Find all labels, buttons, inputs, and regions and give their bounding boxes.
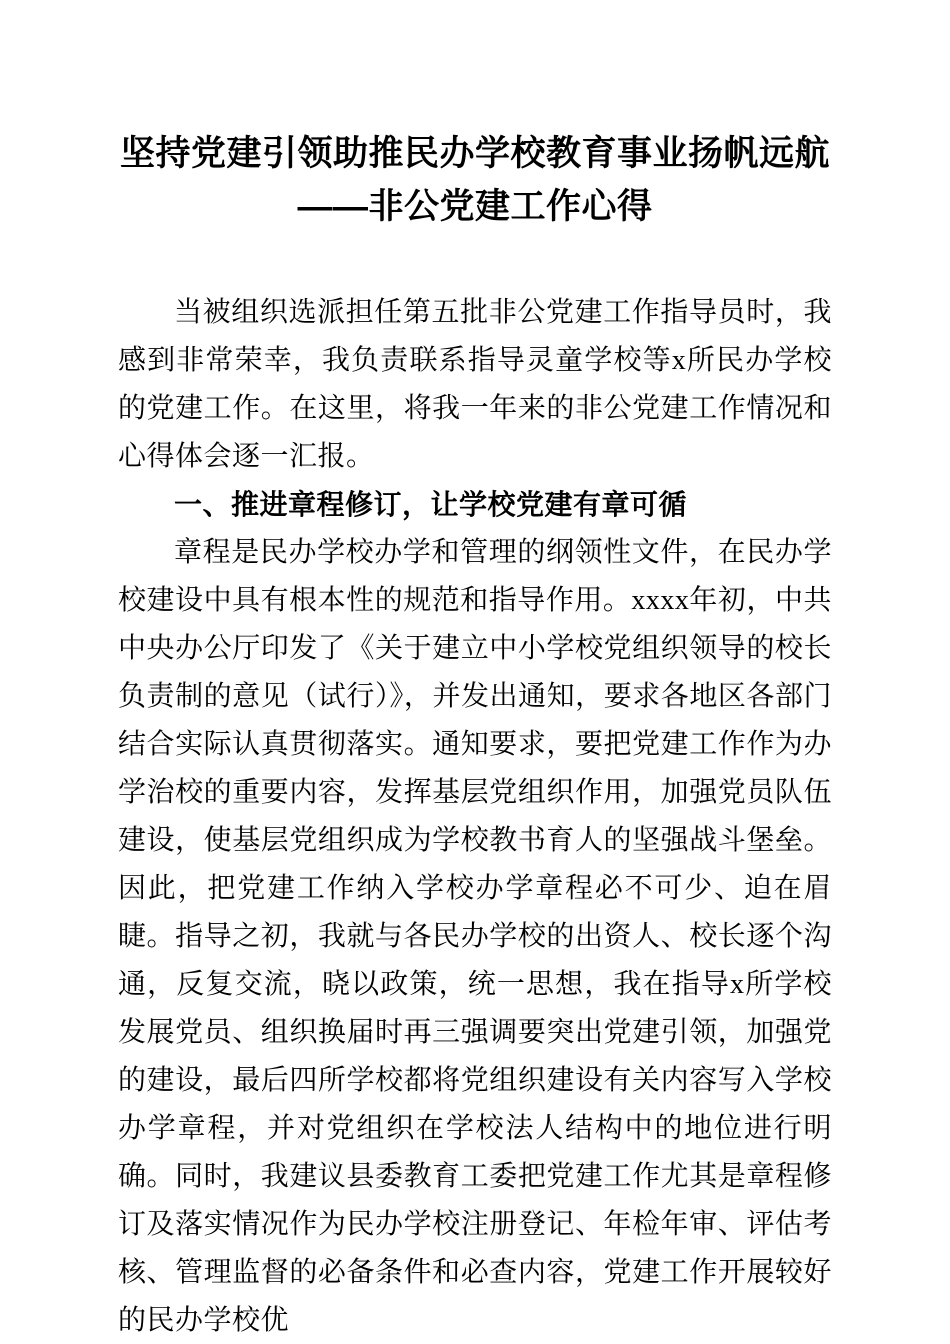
document-body: [118, 289, 832, 1344]
section-heading-1: 一、推进章程修订，让学校党建有章可循: [174, 489, 688, 520]
paragraph-section-1-body: 章程是民办学校办学和管理的纲领性文件，在民办学校建设中具有根本性的规范和指导作用。xxxx年初，中共中央办公厅印发了《关于建立中小学校党组织领导的校长负责制的意见（试行）》，并发出通知，要求各地区各部门结合实际认真贯彻落实。通知要求，要把党建工作作为办学治校的重要内容，发挥基层党组织作用，加强党员队伍建设，使基层党组织成为学校教书育人的坚强战斗堡垒。因此，把党建工作纳入学校办学章程必不可少、迫在眉睫。指导之初，我就与各民办学校的出资人、校长逐个沟通，反复交流，晓以政策，统一思想，我在指导x所学校发展党员、组织换届时再三强调要突出党建引领，加强党的建设，最后四所学校都将党组织建设有关内容写入学校办学章程，并对党组织在学校法人结构中的地位进行明确。同时，我建议县委教育工委把党建工作尤其是章程修订及落实情况作为民办学校注册登记、年检年审、评估考核、管理监督的必备条件和必查内容，党建工作开展较好的民办学校优: [118, 537, 832, 1336]
document-title-line-1: 坚持党建引领助推民办学校教育事业扬帆远航: [119, 134, 830, 173]
document-title: [118, 128, 832, 233]
paragraph-intro: 当被组织选派担任第五批非公党建工作指导员时，我感到非常荣幸，我负责联系指导灵童学校等x所民办学校的党建工作。在这里，将我一年来的非公党建工作情况和心得体会逐一汇报。: [118, 297, 832, 472]
document-title-line-2: ——非公党建工作心得: [297, 186, 653, 226]
